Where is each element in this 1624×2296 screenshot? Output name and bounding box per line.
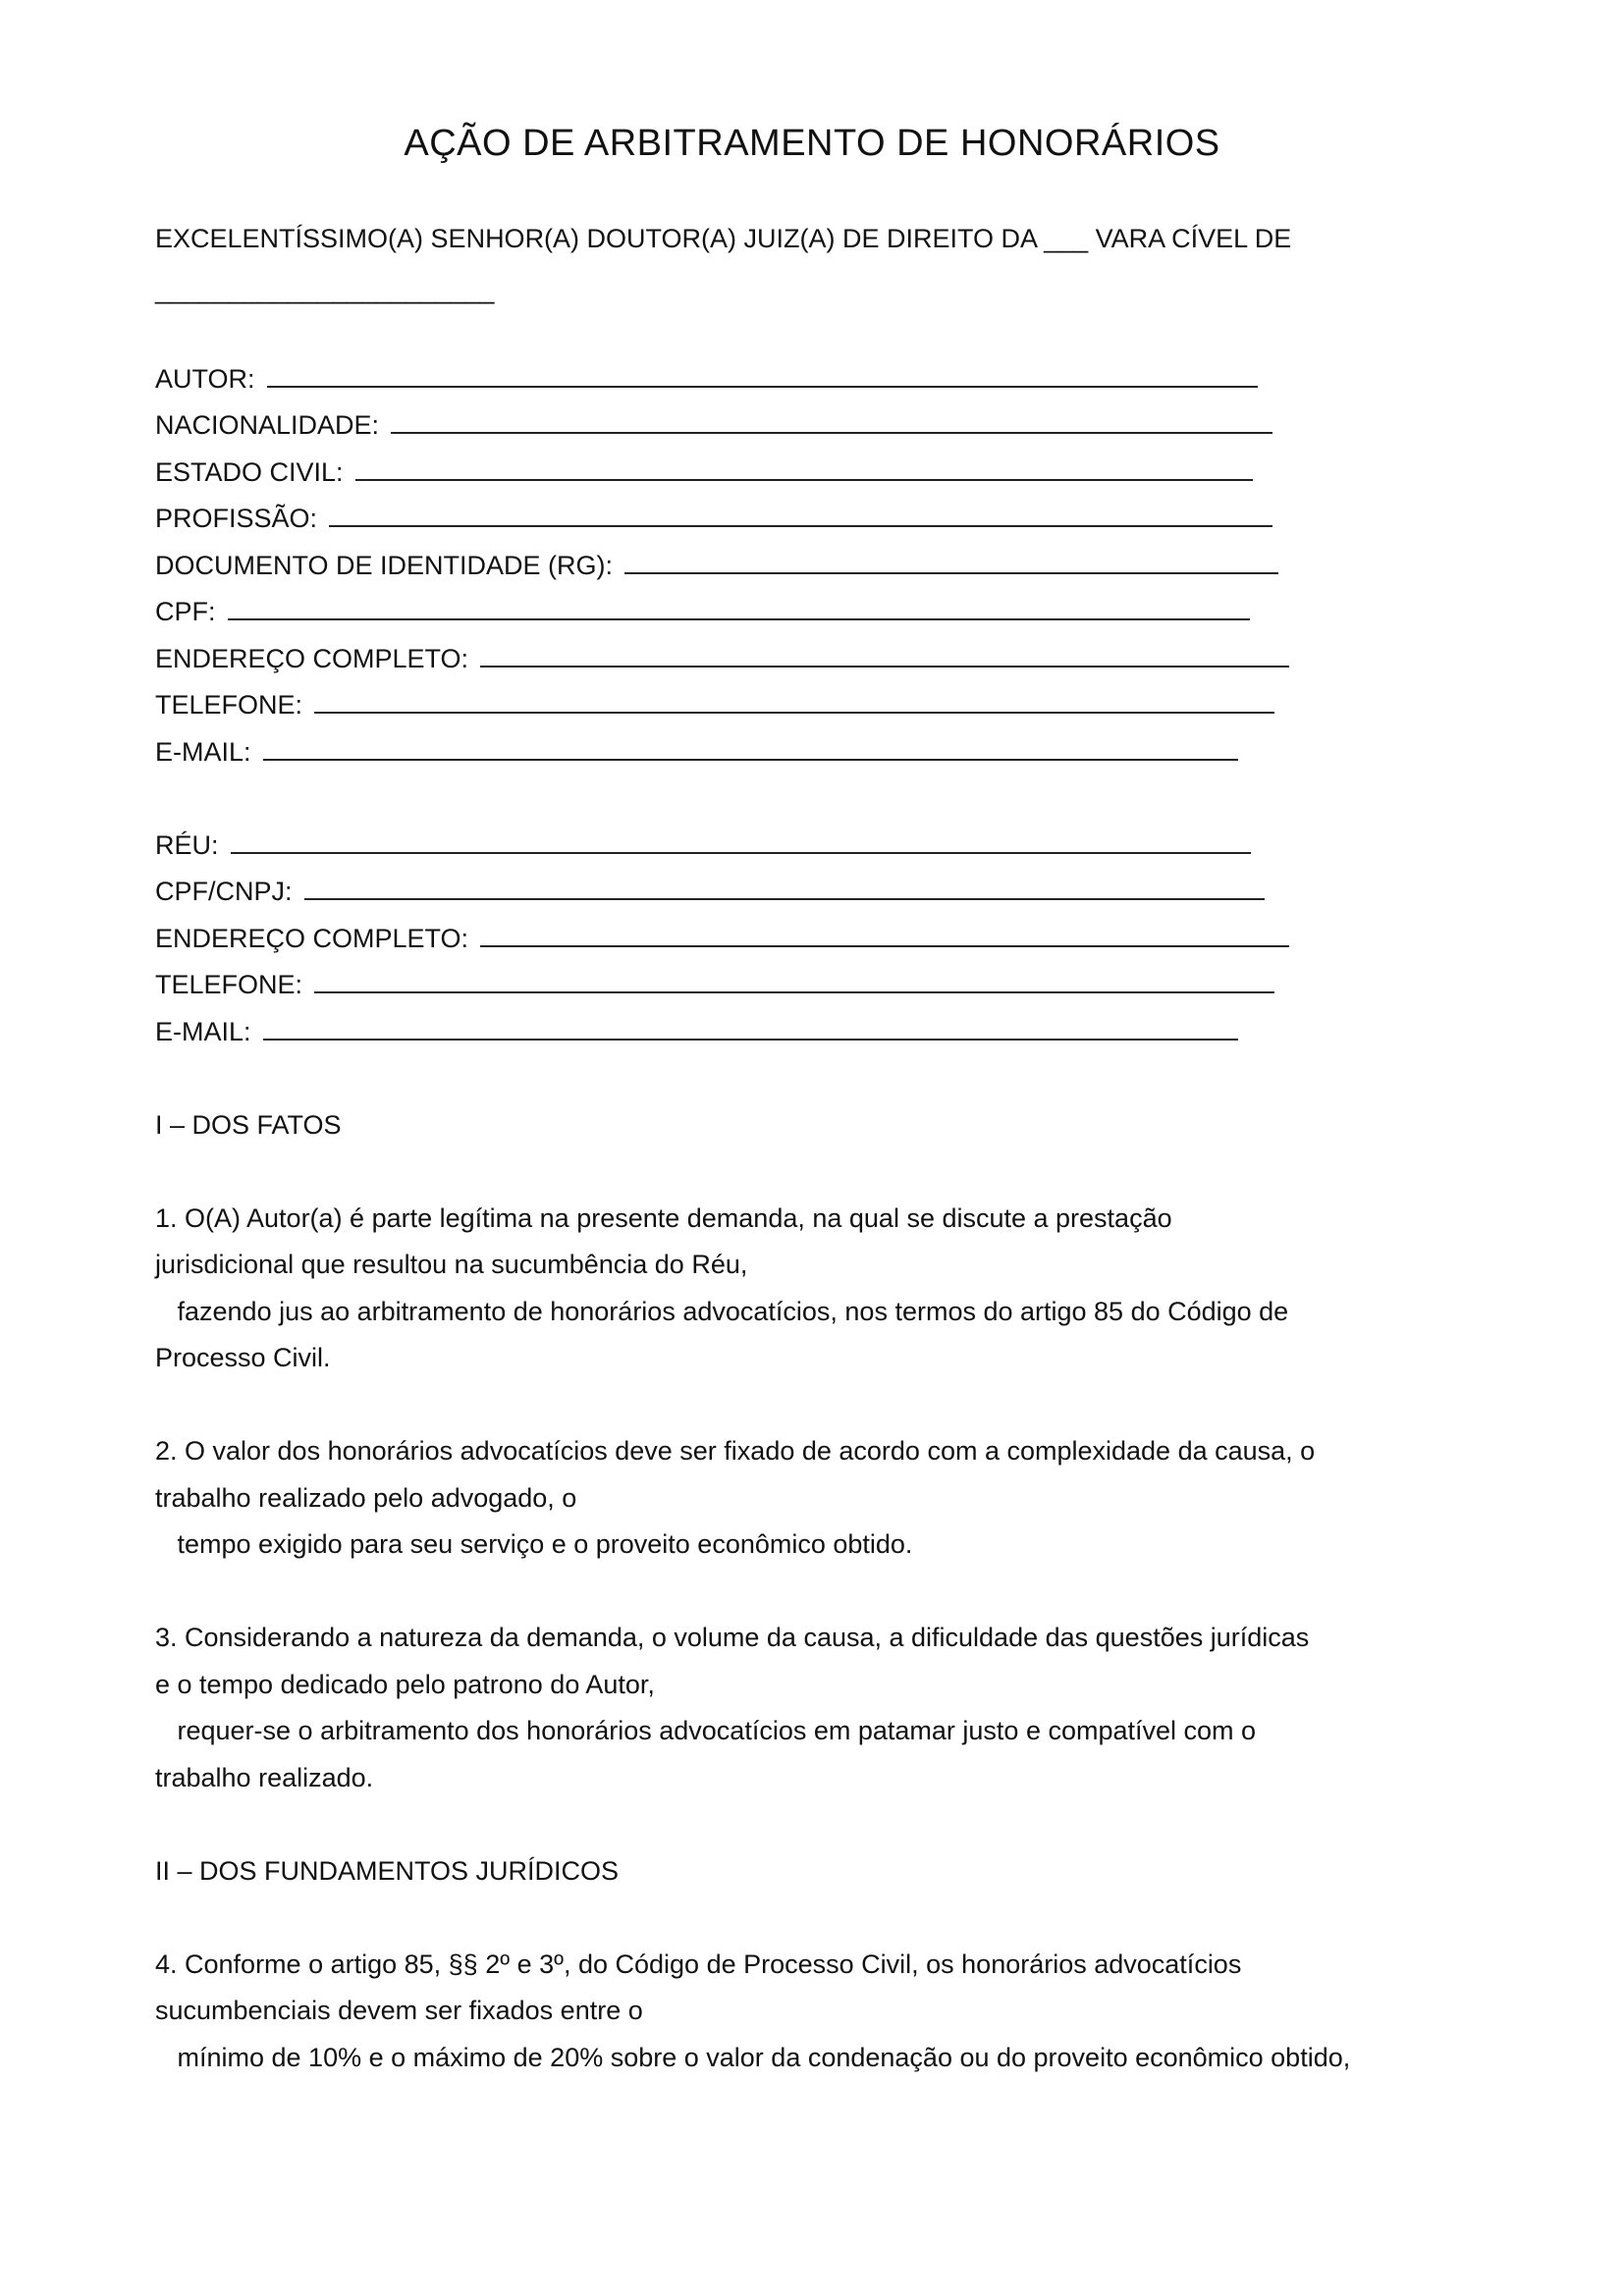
paragraph-line: sucumbenciais devem ser fixados entre o — [155, 1996, 643, 2025]
address-field — [155, 639, 1289, 678]
paragraph-line: jurisdicional que resultou na sucumbência do Réu, — [155, 1250, 748, 1279]
field-label: ENDEREÇO COMPLETO: — [155, 644, 469, 673]
field-label: CPF: — [155, 597, 216, 626]
defendant-phone-field — [155, 965, 1274, 1004]
blank-line — [480, 644, 1289, 667]
paragraph-line: e o tempo dedicado pelo patrono do Autor, — [155, 1670, 655, 1699]
field-label: CPF/CNPJ: — [155, 877, 293, 906]
field-label: NACIONALIDADE: — [155, 410, 380, 440]
paragraph-line: tempo exigido para seu serviço e o proveito econômico obtido. — [155, 1529, 913, 1559]
blank-line — [263, 1017, 1238, 1041]
blank-line — [314, 690, 1274, 714]
cpf-cnpj-field — [155, 872, 1265, 911]
paragraph-line: requer-se o arbitramento dos honorários advocatícios em patamar justo e compatível com o — [155, 1716, 1257, 1745]
blank-line — [314, 970, 1274, 993]
blank-line — [480, 924, 1289, 947]
field-label: AUTOR: — [155, 364, 255, 394]
addressee-line: EXCELENTÍSSIMO(A) SENHOR(A) DOUTOR(A) JUIZ(A) DE DIREITO DA ___ VARA CÍVEL DE — [155, 224, 1292, 253]
nationality-field — [155, 405, 1272, 445]
defendant-field — [155, 826, 1251, 865]
document-title: AÇÃO DE ARBITRAMENTO DE HONORÁRIOS — [404, 123, 1220, 164]
blank-line — [231, 830, 1251, 854]
blank-line — [267, 364, 1258, 388]
blank-line — [355, 457, 1253, 481]
field-label: PROFISSÃO: — [155, 504, 318, 533]
blank-line — [624, 551, 1278, 574]
cpf-field — [155, 592, 1250, 631]
paragraph-line: 2. O valor dos honorários advocatícios deve ser fixado de acordo com a complexidade da causa, o — [155, 1436, 1316, 1466]
phone-field — [155, 685, 1274, 724]
profession-field — [155, 499, 1272, 538]
field-label: TELEFONE: — [155, 690, 303, 720]
blank-line — [228, 597, 1250, 620]
paragraph-line: mínimo de 10% e o máximo de 20% sobre o valor da condenação ou do proveito econômico obtido, — [155, 2043, 1351, 2072]
field-label: ENDEREÇO COMPLETO: — [155, 924, 469, 953]
blank-line — [329, 504, 1272, 527]
section-heading-facts: I – DOS FATOS — [155, 1110, 342, 1140]
marital-status-field — [155, 453, 1253, 492]
email-field — [155, 732, 1238, 772]
field-label: ESTADO CIVIL: — [155, 457, 344, 487]
defendant-email-field — [155, 1012, 1238, 1051]
blank-line — [304, 877, 1265, 900]
paragraph-line: 4. Conforme o artigo 85, §§ 2º e 3º, do Código de Processo Civil, os honorários advocatícios — [155, 1949, 1242, 1979]
author-field — [155, 359, 1258, 399]
field-label: DOCUMENTO DE IDENTIDADE (RG): — [155, 551, 614, 580]
blank-line — [263, 737, 1238, 761]
field-label: RÉU: — [155, 830, 219, 860]
field-label: E-MAIL: — [155, 1017, 251, 1046]
paragraph-line: trabalho realizado pelo advogado, o — [155, 1483, 577, 1513]
paragraph-line: fazendo jus ao arbitramento de honorários advocatícios, nos termos do artigo 85 do Código de — [155, 1297, 1289, 1326]
section-heading-legal-grounds: II – DOS FUNDAMENTOS JURÍDICOS — [155, 1856, 620, 1886]
rg-field — [155, 546, 1278, 585]
field-label: E-MAIL: — [155, 737, 251, 767]
defendant-address-field — [155, 919, 1289, 958]
paragraph-line: 3. Considerando a natureza da demanda, o volume da causa, a dificuldade das questões jurídicas — [155, 1623, 1310, 1652]
addressee-blank: _______________________ — [155, 275, 495, 304]
blank-line — [391, 410, 1272, 434]
paragraph-line: Processo Civil. — [155, 1343, 331, 1372]
paragraph-line: trabalho realizado. — [155, 1763, 374, 1792]
paragraph-line: 1. O(A) Autor(a) é parte legítima na presente demanda, na qual se discute a prestação — [155, 1203, 1172, 1233]
field-label: TELEFONE: — [155, 970, 303, 999]
